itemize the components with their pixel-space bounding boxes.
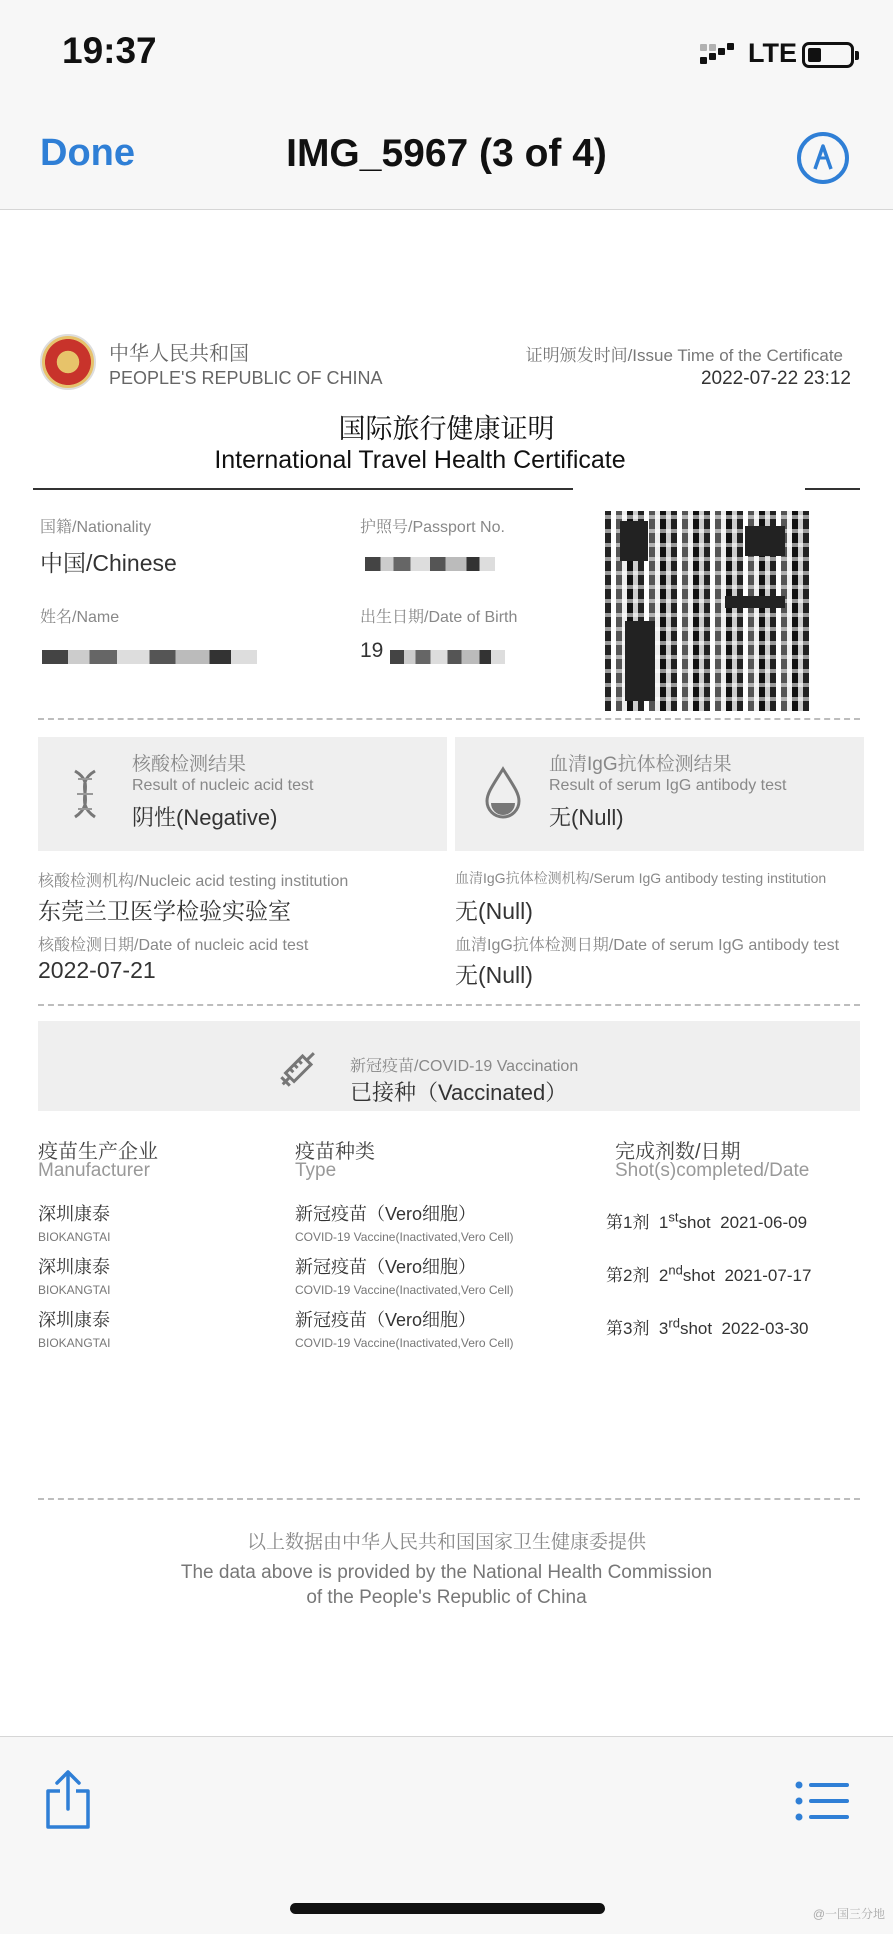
done-button[interactable]: Done <box>40 132 135 174</box>
nationality-value: 中国/Chinese <box>40 550 177 576</box>
country-name-en: PEOPLE'S REPUBLIC OF CHINA <box>109 368 383 388</box>
nucleic-date-label: 核酸检测日期/Date of nucleic acid test <box>38 937 309 954</box>
country-name-zh: 中华人民共和国 <box>109 343 249 365</box>
certificate-title-zh: 国际旅行健康证明 <box>338 414 555 444</box>
battery-icon <box>802 42 854 68</box>
issue-time-label: 证明颁发时间/Issue Time of the Certificate <box>525 346 843 365</box>
shot-word: shot <box>678 1213 711 1232</box>
dose-number-zh: 第1剂 <box>606 1213 650 1232</box>
nucleic-result-label-zh: 核酸检测结果 <box>132 754 247 775</box>
igg-result-label-zh: 血清IgG抗体检测结果 <box>549 754 732 775</box>
redacted-passport <box>365 557 495 571</box>
data-source-en-line2: of the People's Republic of China <box>306 1587 587 1608</box>
shots-header-zh: 完成剂数/日期 <box>615 1141 741 1163</box>
dashed-divider <box>38 1004 860 1006</box>
nucleic-result-label-en: Result of nucleic acid test <box>132 777 314 794</box>
divider <box>805 488 860 490</box>
data-source-zh: 以上数据由中华人民共和国国家卫生健康委提供 <box>246 1532 646 1553</box>
markup-icon[interactable] <box>797 132 849 184</box>
blood-drop-icon <box>483 765 523 821</box>
type-header-en: Type <box>295 1160 337 1181</box>
network-type: LTE <box>748 38 797 68</box>
dose-number-zh: 第2剂 <box>606 1266 650 1285</box>
vaccine-type-zh: 新冠疫苗（Vero细胞） <box>295 1257 477 1277</box>
manufacturer-en: BIOKANGTAI <box>38 1230 111 1244</box>
dose-date: 2021-06-09 <box>720 1213 808 1232</box>
dose-ordinal: 2 <box>658 1266 669 1285</box>
ordinal-suffix: rd <box>668 1315 680 1331</box>
dob-value: 19 <box>360 639 384 662</box>
vaccination-label: 新冠疫苗/COVID-19 Vaccination <box>350 1058 579 1075</box>
nationality-label: 国籍/Nationality <box>40 519 152 536</box>
shots-header-en: Shot(s)completed/Date <box>615 1160 810 1181</box>
vaccine-type-en: COVID-19 Vaccine(Inactivated,Vero Cell) <box>295 1230 514 1244</box>
syringe-icon <box>274 1043 324 1093</box>
manufacturer-en: BIOKANGTAI <box>38 1283 111 1297</box>
nucleic-result-panel <box>38 737 447 851</box>
type-header-zh: 疫苗种类 <box>295 1141 375 1163</box>
nucleic-institution-value: 东莞兰卫医学检验实验室 <box>38 898 291 924</box>
vaccine-type-en: COVID-19 Vaccine(Inactivated,Vero Cell) <box>295 1336 514 1350</box>
nucleic-date-value: 2022-07-21 <box>38 957 156 983</box>
igg-result-panel <box>455 737 864 851</box>
igg-institution-label: 血清IgG抗体检测机构/Serum IgG antibody testing institution <box>455 870 827 886</box>
dose-info <box>606 1314 809 1339</box>
bottom-toolbar <box>0 1736 893 1934</box>
navigation-bar <box>0 0 893 210</box>
nucleic-result-value: 阴性(Negative) <box>132 805 278 830</box>
home-indicator[interactable] <box>290 1903 605 1914</box>
list-icon[interactable] <box>795 1781 851 1821</box>
manufacturer-zh: 深圳康泰 <box>38 1310 110 1330</box>
manufacturer-zh: 深圳康泰 <box>38 1204 110 1224</box>
issue-time-value: 2022-07-22 23:12 <box>700 368 851 389</box>
ordinal-suffix: st <box>668 1209 679 1225</box>
dose-date: 2021-07-17 <box>724 1266 812 1285</box>
igg-institution-value: 无(Null) <box>455 898 533 924</box>
shot-word: shot <box>679 1319 713 1338</box>
status-time: 19:37 <box>62 30 157 71</box>
share-icon[interactable] <box>44 1769 92 1831</box>
redacted-dob <box>390 650 505 664</box>
ordinal-suffix: nd <box>668 1262 683 1278</box>
dashed-divider <box>38 1498 860 1500</box>
dose-number-zh: 第3剂 <box>606 1319 650 1338</box>
page-title: IMG_5967 (3 of 4) <box>286 132 607 175</box>
manufacturer-header-en: Manufacturer <box>38 1160 150 1181</box>
igg-date-value: 无(Null) <box>455 962 533 988</box>
vaccine-type-zh: 新冠疫苗（Vero细胞） <box>295 1204 477 1224</box>
vaccine-type-en: COVID-19 Vaccine(Inactivated,Vero Cell) <box>295 1283 514 1297</box>
igg-date-label: 血清IgG抗体检测日期/Date of serum IgG antibody test <box>455 937 840 954</box>
data-source-en-line1: The data above is provided by the National Health Commission <box>180 1562 713 1583</box>
manufacturer-en: BIOKANGTAI <box>38 1336 111 1350</box>
dashed-divider <box>38 718 860 720</box>
divider <box>33 488 573 490</box>
watermark: @一国三分地 <box>812 1907 885 1921</box>
igg-result-label-en: Result of serum IgG antibody test <box>549 777 787 794</box>
passport-label: 护照号/Passport No. <box>360 519 505 536</box>
dose-ordinal: 1 <box>658 1213 669 1232</box>
health-certificate <box>0 211 893 1736</box>
shot-word: shot <box>682 1266 715 1285</box>
certificate-title-en: International Travel Health Certificate <box>214 446 626 474</box>
redacted-name <box>42 650 257 664</box>
dna-icon <box>63 767 107 821</box>
dob-label: 出生日期/Date of Birth <box>360 609 518 626</box>
signal-icon <box>700 43 740 69</box>
manufacturer-header-zh: 疫苗生产企业 <box>38 1141 158 1163</box>
vaccination-status: 已接种（Vaccinated） <box>350 1080 568 1105</box>
vaccination-panel <box>38 1021 860 1111</box>
dose-date: 2022-03-30 <box>721 1319 809 1338</box>
name-label: 姓名/Name <box>40 609 120 626</box>
manufacturer-zh: 深圳康泰 <box>38 1257 110 1277</box>
nucleic-institution-label: 核酸检测机构/Nucleic acid testing institution <box>38 873 349 890</box>
qr-code <box>605 511 810 711</box>
dose-info <box>606 1261 811 1286</box>
dose-ordinal: 3 <box>658 1319 669 1338</box>
dose-info <box>606 1208 807 1233</box>
national-emblem-icon <box>40 334 96 390</box>
igg-result-value: 无(Null) <box>549 805 624 830</box>
vaccine-type-zh: 新冠疫苗（Vero细胞） <box>295 1310 477 1330</box>
